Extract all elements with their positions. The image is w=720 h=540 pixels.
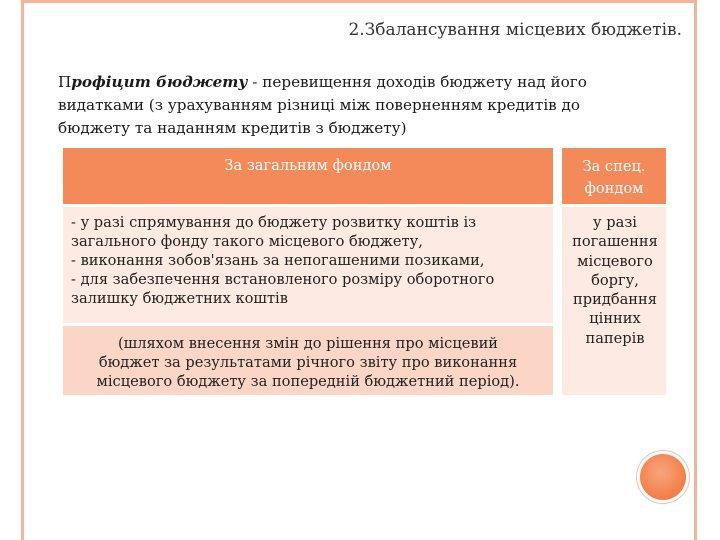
header-special-line1: За спец. — [582, 158, 646, 175]
slide-title: 2.Збалансування місцевих бюджетів. — [348, 20, 682, 40]
definition-paragraph — [58, 71, 670, 140]
definition-text-line2: видатками (з урахуванням різниці між поверненням кредитів до — [58, 96, 581, 114]
fund-table-header-row — [63, 148, 666, 204]
special-line: цінних — [589, 310, 641, 328]
special-line: боргу, — [591, 271, 639, 289]
definition-text-line1: - перевищення доходів бюджету над його — [247, 73, 587, 91]
header-special-line2: фондом — [584, 180, 644, 197]
general-item: - у разі спрямування до бюджету розвитку коштів із — [71, 214, 477, 231]
decorative-orb-icon — [640, 454, 686, 500]
special-line: місцевого — [577, 252, 653, 270]
special-line: у разі — [593, 214, 637, 231]
general-item: загального фонду такого місцевого бюджету, — [71, 233, 423, 250]
special-line: придбання — [573, 291, 657, 309]
definition-text-line3: бюджету та наданням кредитів з бюджету) — [58, 119, 407, 137]
definition-term: рофіцит бюджету — [71, 73, 248, 91]
header-general-fund: За загальним фондом — [63, 148, 562, 204]
fund-table-row-1 — [63, 204, 666, 323]
general-item: залишку бюджетних коштів — [71, 290, 288, 307]
definition-lead-letter: П — [58, 73, 72, 91]
note-line: бюджет за результатами річного звіту про виконання — [98, 354, 518, 371]
note-line: місцевого бюджету за попередній бюджетний період). — [96, 373, 520, 390]
note-line: (шляхом внесення змін до рішення про місцевий — [117, 335, 499, 352]
slide-frame-right — [694, 0, 697, 540]
general-fund-note — [63, 323, 562, 395]
slide-frame-top — [21, 0, 697, 3]
special-fund-conditions — [562, 204, 666, 395]
special-line: погашення — [572, 233, 658, 251]
slide-frame-left — [21, 0, 24, 540]
general-fund-conditions — [63, 204, 562, 323]
general-item: - для забезпечення встановленого розміру оборотного — [71, 271, 495, 288]
header-special-fund — [562, 148, 666, 204]
general-item: - виконання зобов'язань за непогашеними позиками, — [71, 252, 485, 269]
fund-table — [63, 148, 666, 395]
special-line: паперів — [585, 329, 645, 347]
